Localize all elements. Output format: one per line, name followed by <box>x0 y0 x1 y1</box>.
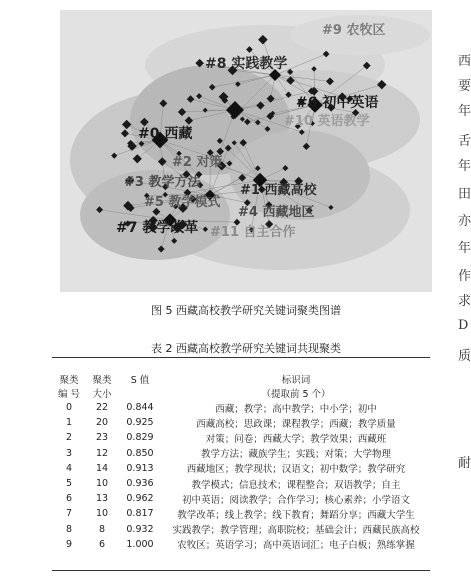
cell-s-value: 0.817 <box>126 508 154 520</box>
cluster-label-1: #1 西藏高校 <box>240 183 317 198</box>
cluster-map-figure <box>60 10 432 292</box>
header-keywords: 标识词 （提取前 5 个） <box>261 375 331 400</box>
cell-cluster-size: 12 <box>95 447 109 459</box>
cell-keywords: 农牧区；英语学习；高中英语词汇；电子白板；熟练掌握 <box>177 540 415 552</box>
cluster-label-7: #7 教学改革 <box>116 220 199 236</box>
margin-char: 求 <box>458 294 471 309</box>
cell-cluster-id: 4 <box>65 462 73 474</box>
table-bottom-rule <box>52 570 430 571</box>
table-row <box>52 415 430 430</box>
cell-s-value: 0.850 <box>126 447 154 459</box>
table-header-row <box>52 372 430 400</box>
margin-char: 年 <box>458 159 471 174</box>
margin-char: 田 <box>458 187 471 202</box>
cell-s-value: 0.913 <box>126 462 154 474</box>
margin-char: 西 <box>458 54 471 69</box>
table-body <box>52 400 430 552</box>
margin-char: 要 <box>458 79 471 94</box>
margin-char: 年 <box>458 241 471 256</box>
cluster-label-0: #0 西藏 <box>138 126 193 142</box>
cell-keywords: 西藏高校；思政课；课程教学；西藏；教学质量 <box>196 418 396 430</box>
table-row <box>52 430 430 445</box>
table-row <box>52 400 430 415</box>
cell-keywords: 教学模式；信息技术；课程整合；双语教学；自主 <box>191 479 401 491</box>
table-row <box>52 476 430 491</box>
figure-caption: 图 5 西藏高校教学研究关键词聚类图谱 <box>151 304 341 317</box>
cell-cluster-size: 22 <box>95 402 109 414</box>
keyword-cluster-table <box>52 372 430 552</box>
cluster-label-5: #5 教学模式 <box>144 195 221 210</box>
cell-keywords: 西藏地区；教学现状；汉语文；初中数学；教学研究 <box>186 464 406 476</box>
cell-cluster-id: 2 <box>65 432 73 444</box>
table-caption: 表 2 西藏高校教学研究关键词共现聚类 <box>151 342 341 355</box>
table-row <box>52 461 430 476</box>
header-cluster-id: 聚类 编 号 <box>57 375 81 400</box>
cell-cluster-size: 13 <box>95 493 109 505</box>
cluster-label-8: #8 实践教学 <box>205 56 288 72</box>
cluster-label-2: #2 对策 <box>172 155 223 170</box>
cell-cluster-size: 23 <box>95 432 109 444</box>
table-row <box>52 537 430 552</box>
cell-s-value: 0.936 <box>126 478 154 490</box>
cell-s-value: 0.932 <box>126 523 154 535</box>
cluster-label-9: #9 农牧区 <box>322 23 386 38</box>
header-s-value: S 值 <box>130 375 150 386</box>
cell-cluster-id: 7 <box>65 508 73 520</box>
cell-cluster-id: 1 <box>65 417 73 429</box>
cell-cluster-size: 20 <box>95 417 109 429</box>
margin-char: 耐 <box>458 456 471 471</box>
cell-cluster-size: 8 <box>98 523 106 535</box>
cell-keywords: 对策；问卷；西藏大学；教学效果；西藏班 <box>205 433 387 445</box>
cell-keywords: 实践教学；教学管理；高职院校；基础会计；西藏民族高校 <box>172 525 420 537</box>
cell-keywords: 教学改革；线上教学；线下教育；舞蹈分享；西藏大学生 <box>177 509 415 521</box>
cluster-label-3: #3 教学方法 <box>124 175 201 190</box>
margin-char: 质 <box>458 349 471 364</box>
cluster-map <box>60 10 432 292</box>
cluster-label-11: #11 自主合作 <box>210 225 296 240</box>
cell-s-value: 0.962 <box>126 493 154 505</box>
cluster-label-4: #4 西藏地区 <box>238 205 315 220</box>
table-row <box>52 522 430 537</box>
cell-keywords: 教学方法；藏族学生；实践；对策；大学物理 <box>200 449 391 461</box>
cluster-label-6: #6 初中英语 <box>296 95 379 111</box>
cell-cluster-id: 5 <box>65 478 73 490</box>
cluster-label-10: #10 英语教学 <box>284 114 370 129</box>
table-top-rule <box>52 357 430 358</box>
header-cluster-size: 聚类 大小 <box>92 375 112 400</box>
margin-char: 作 <box>458 269 471 284</box>
cell-s-value: 0.829 <box>126 432 154 444</box>
cell-cluster-size: 6 <box>98 538 106 550</box>
margin-char: D <box>458 318 469 333</box>
margin-char: 年 <box>458 104 471 119</box>
cell-s-value: 0.844 <box>126 402 154 414</box>
table-row <box>52 506 430 521</box>
cell-keywords: 初中英语；阅读教学；合作学习；核心素养；小学语文 <box>181 494 410 506</box>
cell-cluster-size: 10 <box>95 508 109 520</box>
cell-cluster-id: 6 <box>65 493 73 505</box>
cell-s-value: 0.925 <box>126 417 154 429</box>
cell-cluster-size: 10 <box>95 478 109 490</box>
margin-char: 亦 <box>458 214 471 229</box>
table-row <box>52 446 430 461</box>
cell-cluster-id: 9 <box>65 538 73 550</box>
cell-cluster-size: 14 <box>95 462 109 474</box>
cell-cluster-id: 3 <box>65 447 73 459</box>
cell-keywords: 西藏；教学；高中教学；中小学；初中 <box>215 403 377 415</box>
table-row <box>52 491 430 506</box>
cell-cluster-id: 0 <box>65 402 73 414</box>
cell-s-value: 1.000 <box>126 538 154 550</box>
cell-cluster-id: 8 <box>65 523 73 535</box>
margin-char: 舌 <box>458 134 471 149</box>
